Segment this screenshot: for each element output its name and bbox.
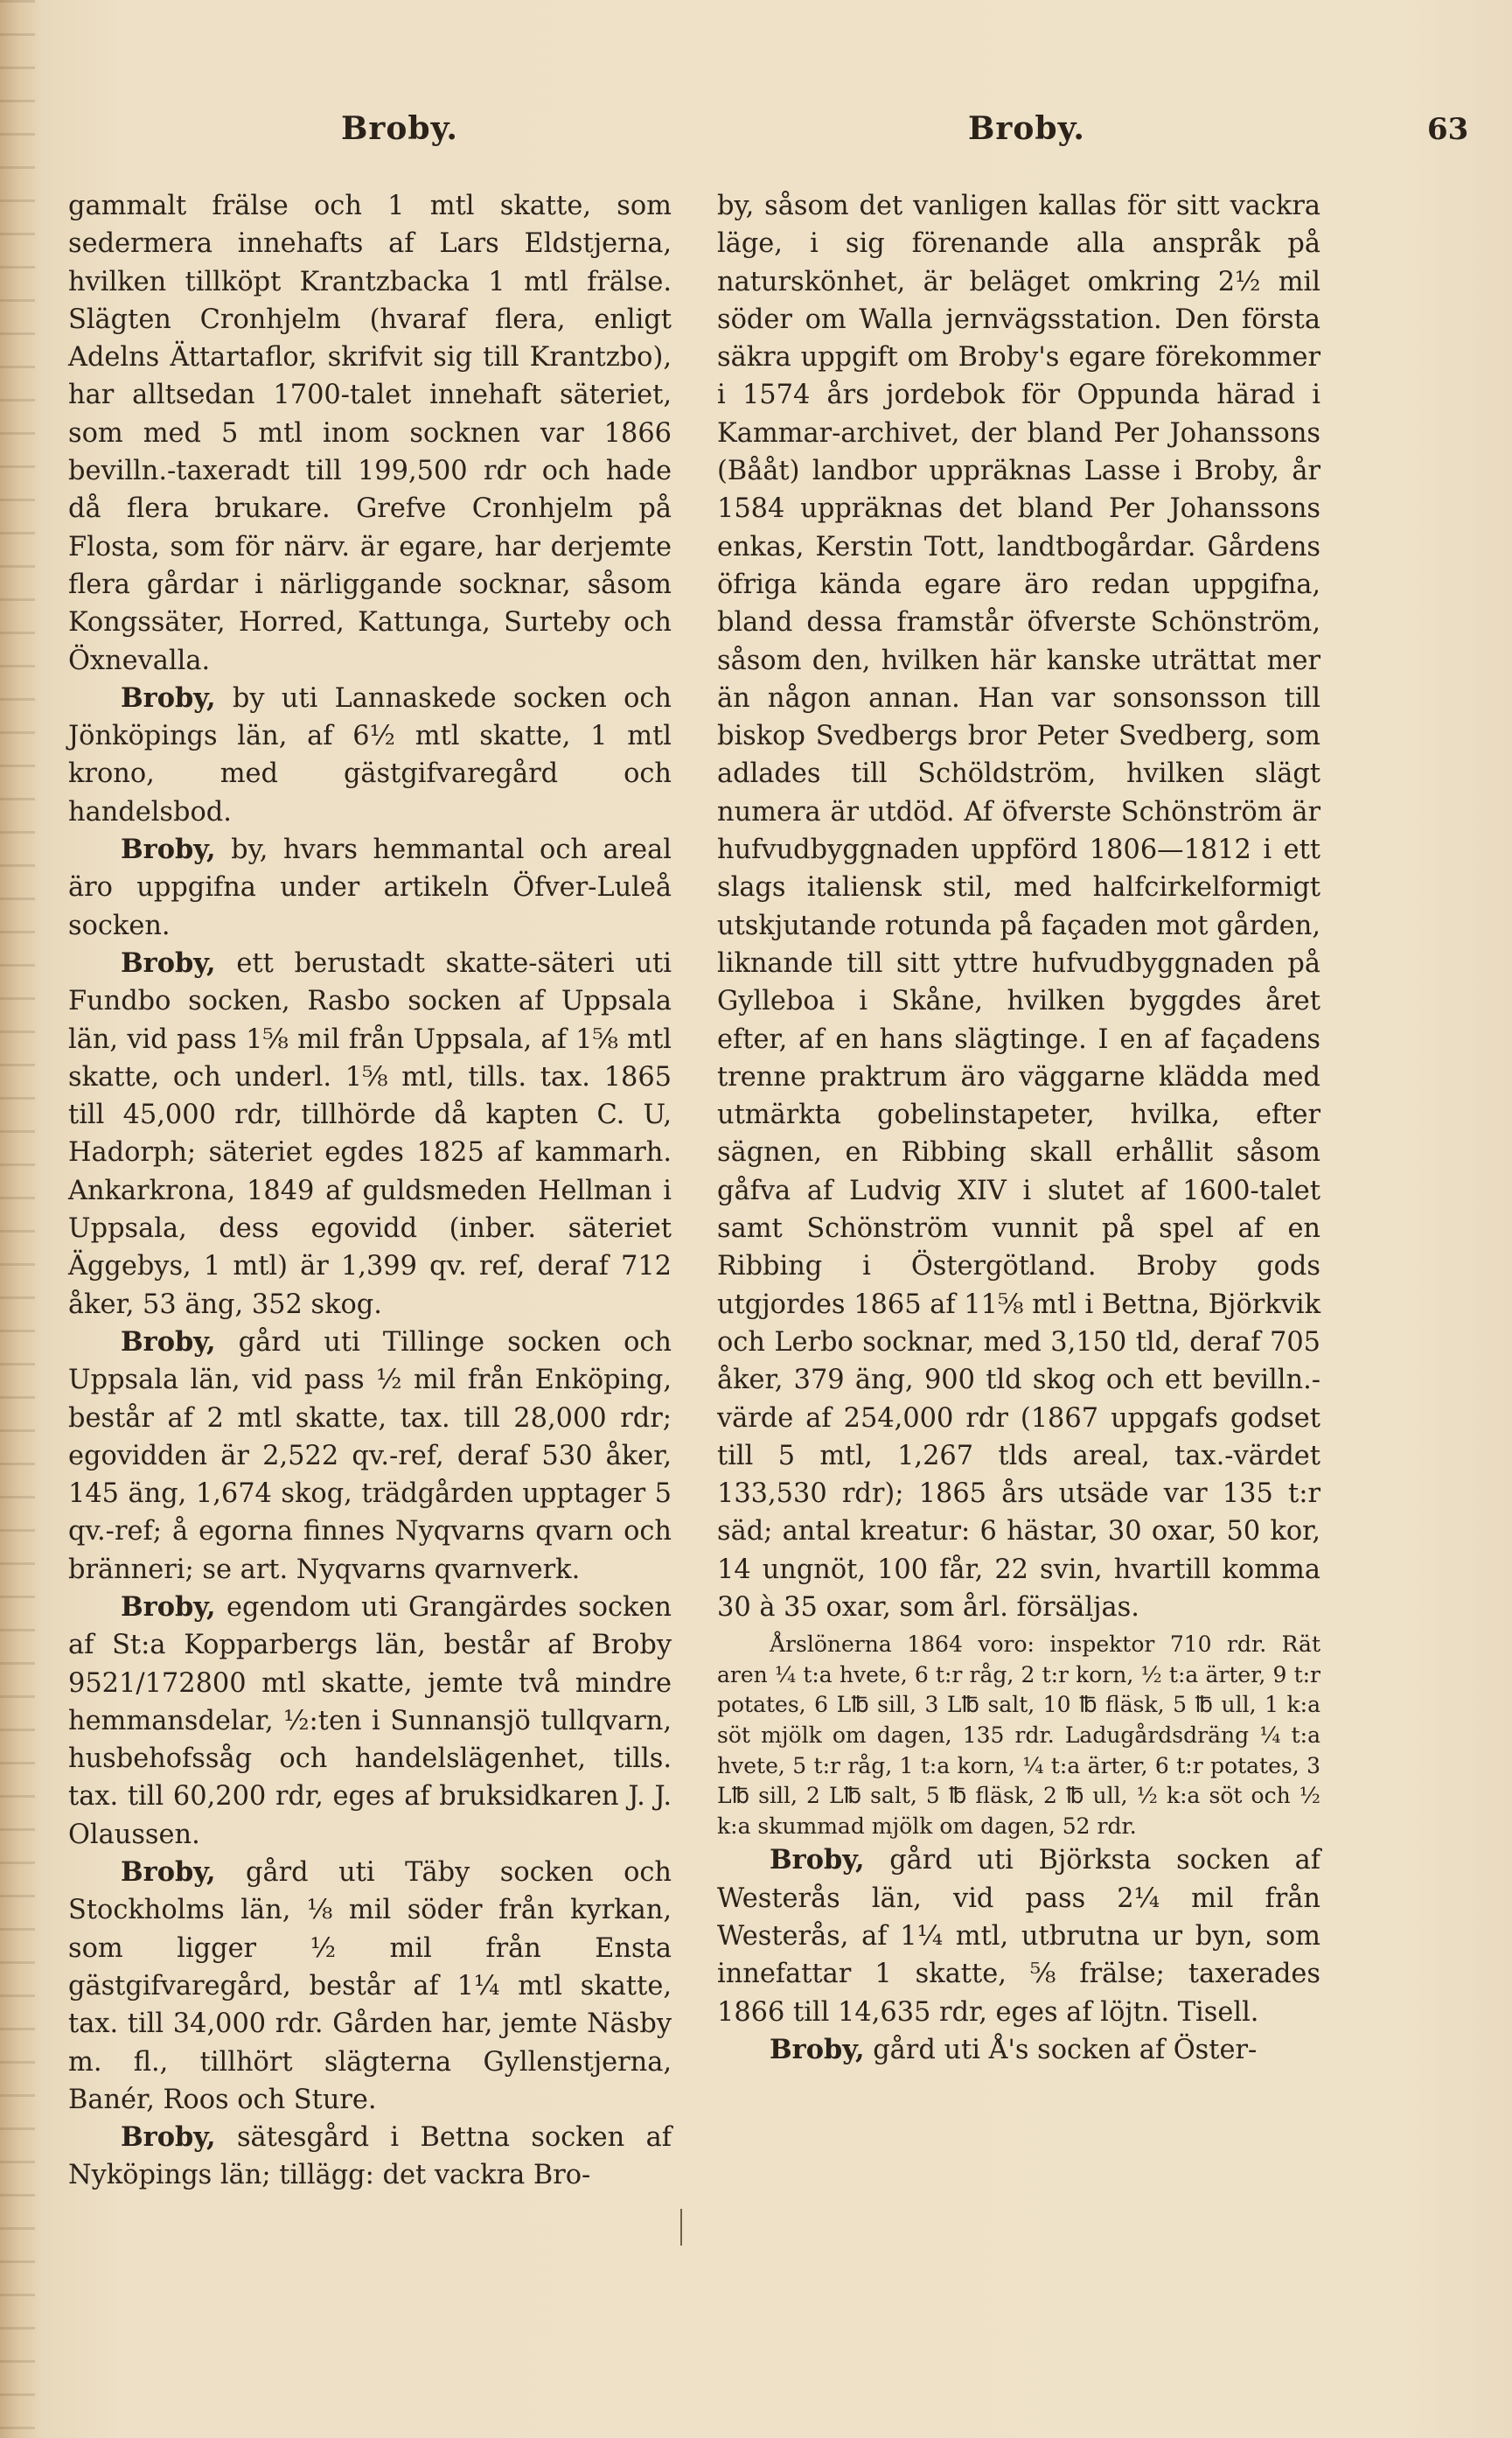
paragraph: [68, 1589, 672, 1854]
paragraph: [68, 1324, 672, 1589]
entry-text: egendom uti Grangärdes socken af St:a Kopparbergs län, består af Broby 9521/172800 mtl skatte, jemte två mindre hemmansdelar, ½:ten i Sunnansjö tullqvarn, husbehofssåg och handelslägenhet, tills. tax. till 60,200 rdr, eges af bruksidkaren J. J. Olaussen.: [68, 1591, 672, 1850]
right-column: [717, 187, 1320, 2069]
paragraph: [68, 680, 672, 831]
entry-text: gård uti Å's socken af Öster-: [864, 2034, 1258, 2065]
page-number: 63: [1427, 112, 1469, 147]
entry-head: Broby,: [121, 1590, 216, 1623]
entry-head: Broby,: [121, 681, 216, 714]
column-rule: [680, 2209, 682, 2246]
entry-text: Årslönerna 1864 voro: inspektor 710 rdr. Rät aren ¼ t:a hvete, 6 t:r råg, 2 t:r korn, ½ t:a ärter, 9 t:r potates, 6 L℔ sill, 3 L℔ salt, 10 ℔ fläsk, 5 ℔ ull, 1 k:a söt mjölk om dagen, 135 rdr. Ladugårdsdräng ¼ t:a hvete, 5 t:r råg, 1 t:a korn, ¼ t:a ärter, 6 t:r potates, 3 L℔ sill, 2 L℔ salt, 5 ℔ fläsk, 2 ℔ ull, ½ k:a söt och ½ k:a skummad mjölk om dagen, 52 rdr.: [717, 1631, 1320, 1839]
entry-head: Broby,: [770, 1844, 865, 1876]
entry-head: Broby,: [121, 2121, 216, 2154]
entry-head: Broby,: [121, 834, 216, 866]
entry-text: ett berustadt skatte-säteri uti Fundbo socken, Rasbo socken af Uppsala län, vid pass 1⅝ mil från Uppsala, af 1⅝ mtl skatte, och underl. 1⅝ mtl, tills. tax. 1865 till 45,000 rdr, tillhörde då kapten C. U, Hadorph; säteriet egdes 1825 af kammarh. Ankarkrona, 1849 af guldsmeden Hellman i Uppsala, dess egovidd (inber. säteriet Äggebys, 1 mtl) är 1,399 qv. ref, deraf 712 åker, 53 äng, 352 skog.: [68, 947, 672, 1320]
paragraph: [717, 2031, 1320, 2069]
running-header-left: Broby.: [341, 110, 458, 147]
entry-text: by, hvars hemmantal och areal äro uppgifna under artikeln Öfver-Luleå socken.: [68, 835, 672, 941]
paragraph: [68, 2119, 672, 2195]
entry-head: Broby,: [121, 1856, 216, 1889]
paragraph: [717, 1841, 1320, 2030]
paragraph: [68, 831, 672, 945]
small-print-paragraph: [717, 1630, 1320, 1841]
entry-text: gård uti Tillinge socken och Uppsala län, vid pass ½ mil från Enköping, består af 2 mtl skatte, tax. till 28,000 rdr; egovidden är 2,522 qv.-ref, deraf 530 åker, 145 äng, 1,674 skog, trädgården upptager 5 qv.-ref; å egorna finnes Nyqvarns qvarn och bränneri; se art. Nyqvarns qvarnverk.: [68, 1326, 672, 1585]
left-column: [68, 187, 672, 2195]
paragraph: [68, 187, 672, 680]
entry-text: gammalt frälse och 1 mtl skatte, som sedermera innehafts af Lars Eldstjerna, hvilken tillköpt Krantzbacka 1 mtl frälse. Slägten Cronhjelm (hvaraf flera, enligt Adelns Ättartaflor, skrifvit sig till Krantzbo), har alltsedan 1700-talet innehaft säteriet, som med 5 mtl inom socknen var 1866 bevilln.-taxeradt till 199,500 rdr och hade då flera brukare. Grefve Cronhjelm på Flosta, som för närv. är egare, har derjemte flera gårdar i närliggande socknar, såsom Kongssäter, Horred, Kattunga, Surteby och Öxnevalla.: [68, 191, 672, 676]
binding-edge: [0, 0, 35, 2438]
entry-head: Broby,: [121, 947, 216, 979]
running-header-right: Broby.: [968, 110, 1085, 147]
entry-text: gård uti Björksta socken af Westerås län, vid pass 2¼ mil från Westerås, af 1¼ mtl, utbrutna ur byn, som innefattar 1 skatte, ⅝ frälse; taxerades 1866 till 14,635 rdr, eges af löjtn. Tisell.: [717, 1845, 1320, 2028]
entry-text: by, såsom det vanligen kallas för sitt vackra läge, i sig förenande alla anspråk på naturskönhet, är beläget omkring 2½ mil söder om Walla jernvägsstation. Den första säkra uppgift om Broby's egare förekommer i 1574 års jordebok för Oppunda härad i Kammar-archivet, der bland Per Johanssons (Bååt) landbor uppräknas Lasse i Broby, år 1584 uppräknas det bland Per Johanssons enkas, Kerstin Tott, landtbogårdar. Gårdens öfriga kända egare äro redan uppgifna, bland dessa framstår öfverste Schönström, såsom den, hvilken här kanske uträttat mer än någon annan. Han var sonsonsson till biskop Svedbergs bror Peter Svedberg, som adlades till Schöldström, hvilken slägt numera är utdöd. Af öfverste Schönström är hufvudbyggnaden uppförd 1806—1812 i ett slags italiensk stil, med halfcirkelformigt utskjutande rotunda på façaden mot gården, liknande till sitt yttre hufvudbyggnaden på Gylleboa i Skåne, hvilken byggdes året efter, af en hans slägtinge. I en af façadens trenne praktrum äro väggarne klädda med utmärkta gobelinstapeter, hvilka, efter sägnen, en Ribbing skall erhållit såsom gåfva af Ludvig XIV i slutet af 1600-talet samt Schönström vunnit på spel af en Ribbing i Östergötland. Broby gods utgjordes 1865 af 11⅝ mtl i Bettna, Björkvik och Lerbo socknar, med 3,150 tld, deraf 705 åker, 379 äng, 900 tld skog och ett bevilln.-värde af 254,000 rdr (1867 uppgafs godset till 5 mtl, 1,267 tlds areal, tax.-värdet 133,530 rdr); 1865 års utsäde var 135 t:r säd; antal kreatur: 6 hästar, 30 oxar, 50 kor, 14 ungnöt, 100 får, 22 svin, hvartill komma 30 à 35 oxar, som årl. försäljas.: [717, 191, 1320, 1623]
paragraph: [717, 187, 1320, 1626]
entry-text: sätesgård i Bettna socken af Nyköpings län; tillägg: det vackra Bro-: [68, 2122, 672, 2191]
paragraph: [68, 945, 672, 1324]
entry-text: gård uti Täby socken och Stockholms län, ⅛ mil söder från kyrkan, som ligger ½ mil från Ensta gästgifvaregård, består af 1¼ mtl skatte, tax. till 34,000 rdr. Gården har, jemte Näsby m. fl., tillhört slägterna Gyllenstjerna, Banér, Roos och Sture.: [68, 1857, 672, 2115]
entry-head: Broby,: [770, 2033, 865, 2065]
entry-text: by uti Lannaskede socken och Jönköpings län, af 6½ mtl skatte, 1 mtl krono, med gästgifvaregård och handelsbod.: [68, 682, 672, 828]
entry-head: Broby,: [121, 1325, 216, 1358]
paragraph: [68, 1854, 672, 2119]
